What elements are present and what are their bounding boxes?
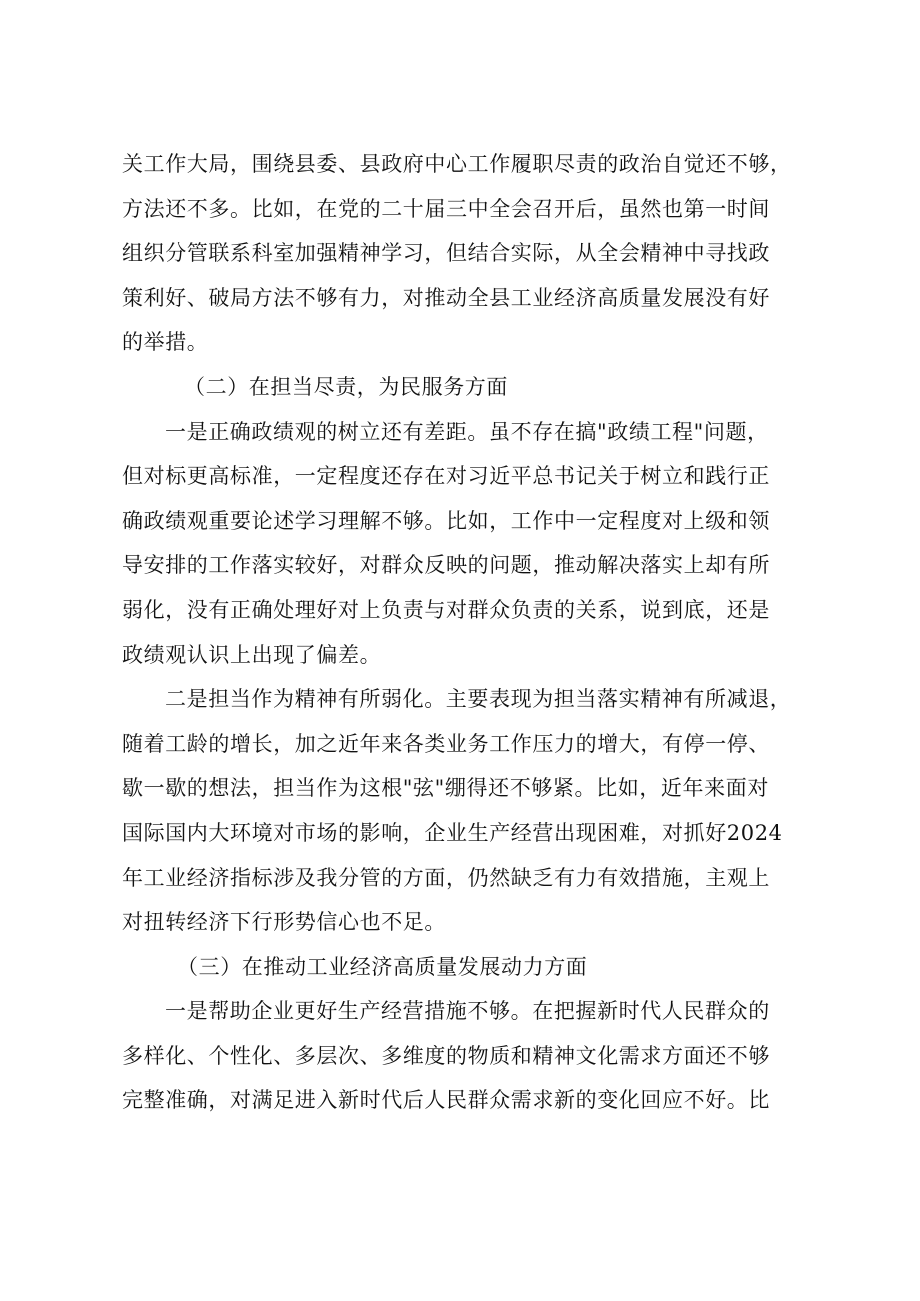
text-line: 方法还不多。比如，在党的二十届三中全会召开后，虽然也第一时间	[122, 196, 770, 221]
text-line: 多样化、个性化、多层次、多维度的物质和精神文化需求方面还不够	[122, 1043, 770, 1068]
text-line: 关工作大局，围绕县委、县政府中心工作履职尽责的政治自觉还不够，	[122, 152, 792, 176]
text-line: 政绩观认识上出现了偏差。	[122, 642, 382, 667]
paragraph-responsibility-spirit	[122, 677, 812, 945]
text-line: 国际国内大环境对市场的影响，企业生产经营出现困难，对抓好2024	[122, 820, 783, 845]
text-line: 一是帮助企业更好生产经营措施不够。在把握新时代人民群众的	[165, 999, 770, 1024]
section-heading-3: （三）在推动工业经济高质量发展动力方面	[177, 954, 588, 979]
text-line: 完整准确，对满足进入新时代后人民群众需求新的变化回应不好。比	[122, 1088, 770, 1113]
text-line: 对扭转经济下行形势信心也不足。	[122, 910, 446, 935]
section-heading-2: （二）在担当尽责，为民服务方面	[184, 374, 508, 399]
text-line: 但对标更高标准，一定程度还存在对习近平总书记关于树立和践行正	[122, 464, 770, 489]
text-line: 确政绩观重要论述学习理解不够。比如，工作中一定程度对上级和领	[122, 508, 770, 533]
document-body	[122, 142, 812, 1123]
text-line: 年工业经济指标涉及我分管的方面，仍然缺乏有力有效措施，主观上	[122, 865, 770, 890]
paragraph-correct-view-of-performance	[122, 410, 812, 678]
paragraph-enterprise-support	[122, 989, 812, 1123]
text-line: 导安排的工作落实较好，对群众反映的问题，推动解决落实上却有所	[122, 553, 770, 578]
text-line: 的举措。	[122, 330, 209, 355]
text-line: 策利好、破局方法不够有力，对推动全县工业经济高质量发展没有好	[122, 285, 770, 310]
text-line: 随着工龄的增长，加之近年来各类业务工作压力的增大，有停一停、	[122, 731, 770, 756]
text-line: 二是担当作为精神有所弱化。主要表现为担当落实精神有所减退，	[165, 687, 792, 712]
section-1-continuation	[122, 142, 812, 365]
text-line: 一是正确政绩观的树立还有差距。虽不存在搞"政绩工程"问题，	[165, 419, 769, 444]
text-line: 组织分管联系科室加强精神学习，但结合实际，从全会精神中寻找政	[122, 241, 770, 266]
text-line: 弱化，没有正确处理好对上负责与对群众负责的关系，说到底，还是	[122, 597, 770, 622]
text-line: 歇一歇的想法，担当作为这根"弦"绷得还不够紧。比如，近年来面对	[122, 776, 769, 801]
